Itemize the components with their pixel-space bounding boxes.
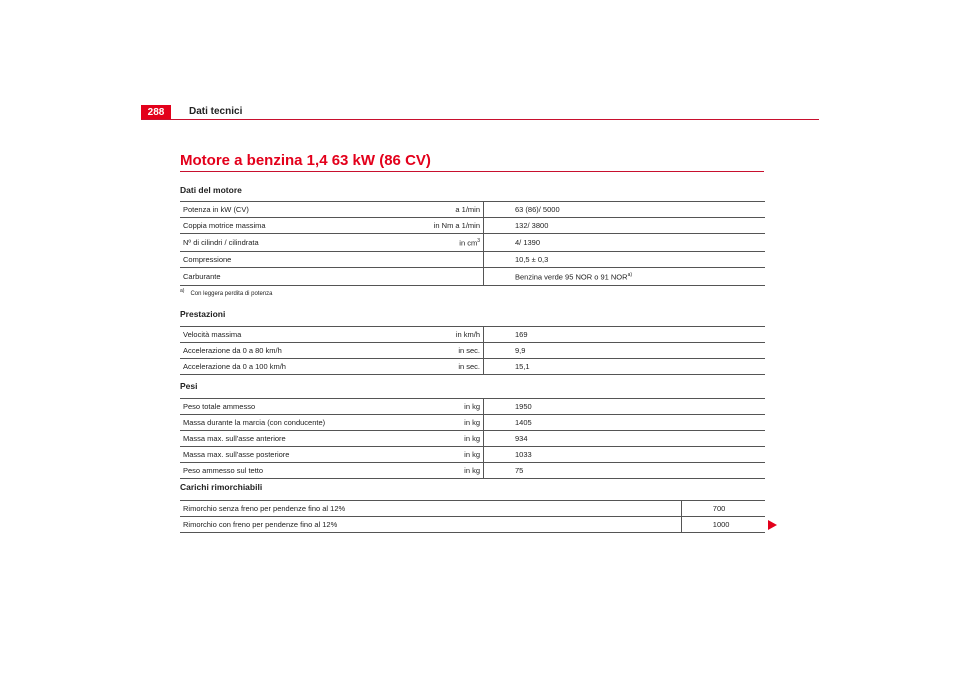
section-heading-weights: Pesi: [180, 381, 198, 391]
row-label: Peso ammesso sul tetto: [180, 463, 420, 479]
header-rule: [141, 119, 819, 120]
table-row: [180, 202, 765, 218]
running-header-title: Dati tecnici: [189, 106, 243, 117]
row-label: Coppia motrice massima: [180, 218, 420, 234]
towing-table: [180, 500, 765, 533]
table-row: [180, 327, 765, 343]
engine-data-table: [180, 201, 765, 286]
table-row: [180, 501, 765, 517]
row-value: [484, 268, 766, 286]
row-unit: in sec.: [420, 343, 484, 359]
row-label: Velocità massima: [180, 327, 420, 343]
table-row: [180, 218, 765, 234]
row-value: 1000: [681, 517, 765, 533]
row-unit: in sec.: [420, 359, 484, 375]
unit-text: in cm: [459, 238, 478, 248]
footnote-text: Con leggera perdita di potenza: [190, 291, 273, 297]
footnote-mark: a): [180, 288, 185, 294]
row-value: 132/ 3800: [484, 218, 766, 234]
triangle-right-icon: [768, 520, 777, 530]
row-unit: in kg: [420, 399, 484, 415]
weights-table: [180, 398, 765, 479]
row-unit: in km/h: [420, 327, 484, 343]
row-unit: a 1/min: [420, 202, 484, 218]
row-value: 700: [681, 501, 765, 517]
row-unit: [420, 268, 484, 286]
row-value: 1950: [484, 399, 766, 415]
row-label: Peso totale ammesso: [180, 399, 420, 415]
value-text: Benzina verde 95 NOR o 91 NOR: [515, 272, 628, 282]
page-title: Motore a benzina 1,4 63 kW (86 CV): [180, 152, 431, 169]
row-label: Massa durante la marcia (con conducente): [180, 415, 420, 431]
row-label: Accelerazione da 0 a 80 km/h: [180, 343, 420, 359]
row-value: 10,5 ± 0,3: [484, 252, 766, 268]
row-unit: in kg: [420, 415, 484, 431]
unit-superscript: 3: [477, 237, 480, 244]
row-label: Massa max. sull'asse posteriore: [180, 447, 420, 463]
section-heading-engine: Dati del motore: [180, 185, 242, 195]
row-label: Massa max. sull'asse anteriore: [180, 431, 420, 447]
row-value: 9,9: [484, 343, 766, 359]
table-row: [180, 343, 765, 359]
table-row: [180, 399, 765, 415]
row-label: Rimorchio senza freno per pendenze fino al 12%: [180, 501, 681, 517]
row-label: Potenza in kW (CV): [180, 202, 420, 218]
table-row: [180, 359, 765, 375]
table-row: [180, 252, 765, 268]
table-row: [180, 268, 765, 286]
row-unit: [420, 234, 484, 252]
footnote: [180, 288, 273, 297]
section-heading-towing: Carichi rimorchiabili: [180, 482, 263, 492]
row-value: 1405: [484, 415, 766, 431]
row-value: 75: [484, 463, 766, 479]
table-row: [180, 517, 765, 533]
row-value: 4/ 1390: [484, 234, 766, 252]
row-value: 15,1: [484, 359, 766, 375]
row-unit: in kg: [420, 431, 484, 447]
performance-table: [180, 326, 765, 375]
row-value: 934: [484, 431, 766, 447]
table-row: [180, 415, 765, 431]
table-row: [180, 463, 765, 479]
table-row: [180, 234, 765, 252]
table-row: [180, 431, 765, 447]
row-label: Rimorchio con freno per pendenze fino al 12%: [180, 517, 681, 533]
page-number: 288: [141, 105, 171, 120]
row-unit: [420, 252, 484, 268]
row-label: Accelerazione da 0 a 100 km/h: [180, 359, 420, 375]
row-label: Carburante: [180, 268, 420, 286]
row-unit: in kg: [420, 463, 484, 479]
section-heading-performance: Prestazioni: [180, 309, 226, 319]
row-unit: in kg: [420, 447, 484, 463]
row-unit: in Nm a 1/min: [420, 218, 484, 234]
row-label: Compressione: [180, 252, 420, 268]
row-value: 169: [484, 327, 766, 343]
title-rule: [180, 171, 764, 172]
table-row: [180, 447, 765, 463]
row-value: 63 (86)/ 5000: [484, 202, 766, 218]
row-label: Nº di cilindri / cilindrata: [180, 234, 420, 252]
row-value: 1033: [484, 447, 766, 463]
footnote-ref: a): [627, 271, 633, 278]
